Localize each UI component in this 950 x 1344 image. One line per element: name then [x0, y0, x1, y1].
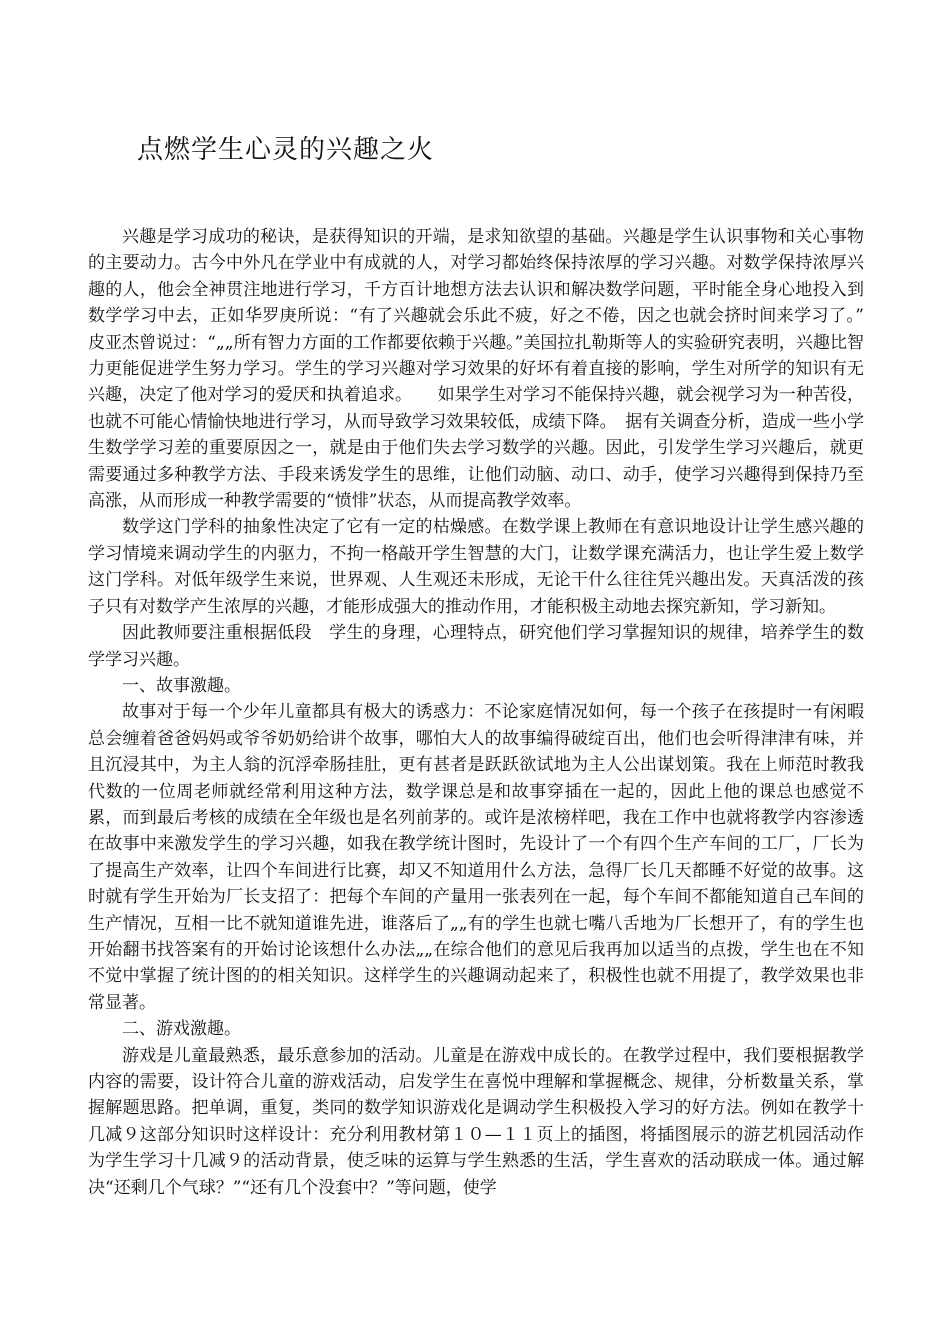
paragraph-abstractness: 数学这门学科的抽象性决定了它有一定的枯燥感。在数学课上教师在有意识地设计让学生感兴趣的学习情境来调动学生的内驱力，不拘一格敲开学生智慧的大门，让数学课充满活力，也让学生爱上数学这门学科。对低年级学生来说，世界观、人生观还未形成，无论干什么往往凭兴趣出发。天真活泼的孩子只有对数学产生浓厚的兴趣，才能形成强大的推动作用，才能积极主动地去探究新知，学习新知。 — [88, 517, 864, 617]
paragraph-story: 故事对于每一个少年儿童都具有极大的诱惑力：不论家庭情况如何，每一个孩子在孩提时一有闲暇总会缠着爸爸妈妈或爷爷奶奶给讲个故事，哪怕大人的故事编得破绽百出，他们也会听得津津有味，并且沉浸其中，为主人翁的沉浮牵肠挂肚，更有甚者是跃跃欲试地为主人公出谋划策。我在上师范时教我代数的一位周老师就经常利用这种方法，数学课总是和故事穿插在一起的，因此上他的课总也感觉不累，而到最后考核的成绩在全年级也是名列前茅的。或许是浓榜样吧，我在工作中也就将教学内容渗透在故事中来激发学生的学习兴趣，如我在教学统计图时，先设计了一个有四个生产车间的工厂，厂长为了提高生产效率，让四个车间进行比赛，却又不知道用什么方法，急得厂长几天都睡不好觉的故事。这时就有学生开始为厂长支招了：把每个车间的产量用一张表列在一起，每个车间不都能知道自己车间的生产情况，互相一比不就知道谁先进，谁落后了„„有的学生也就七嘴八舌地为厂长想开了，有的学生也开始翻书找答案有的开始讨论该想什么办法„„在综合他们的意见后我再加以适当的点拨，学生也在不知不觉中掌握了统计图的的相关知识。这样学生的兴趣调动起来了，积极性也就不用提了，教学效果也非常显著。 — [88, 702, 864, 1013]
section-heading-story: 一、故事激趣。 — [122, 675, 241, 696]
paragraph-intro: 兴趣是学习成功的秘诀，是获得知识的开端，是求知欲望的基础。兴趣是学生认识事物和关心事物的主要动力。古今中外凡在学业中有成就的人，对学习都始终保持浓厚的学习兴趣。对数学保持浓厚兴趣的人，他会全神贯注地进行学习，千方百计地想方法去认识和解决数学问题，平时能全身心地投入到数学学习中去，正如华罗庚所说：“有了兴趣就会乐此不疲，好之不倦，因之也就会挤时间来学习了。” 皮亚杰曾说过：“„„所有智力方面的工作都要依赖于兴趣。”美国拉扎勒斯等人的实验研究表明，兴趣比智力更能促进学生努力学习。学生的学习兴趣对学习效果的好坏有着直接的影响，学生对所学的知识有无兴趣，决定了他对学习的爱厌和执着追求。 如果学生对学习不能保持兴趣，就会视学习为一种苦役，也就不可能心情愉快地进行学习，从而导致学习效果较低，成绩下降。 据有关调查分析，造成一些小学生数学学习差的重要原因之一，就是由于他们失去学习数学的兴趣。因此，引发学生学习兴趣后，就更需要通过多种教学方法、手段来诱发学生的思维，让他们动脑、动口、动手，使学习兴趣得到保持乃至高涨，从而形成一种教学需要的“愤悱”状态，从而提高教学效率。 — [88, 227, 881, 512]
paragraph-teacher-focus: 因此教师要注重根据低段 学生的身理，心理特点，研究他们学习掌握知识的规律，培养学生的数学学习兴趣。 — [88, 623, 864, 670]
document-title: 点燃学生心灵的兴趣之火 — [137, 135, 435, 165]
document-body — [88, 224, 881, 1201]
section-heading-game: 二、游戏激趣。 — [122, 1019, 241, 1040]
paragraph-game: 游戏是儿童最熟悉，最乐意参加的活动。儿童是在游戏中成长的。在教学过程中，我们要根据教学内容的需要，设计符合儿童的游戏活动，启发学生在喜悦中理解和掌握概念、规律，分析数量关系，掌握解题思路。把单调，重复，类同的数学知识游戏化是调动学生积极投入学习的好方法。例如在教学十几减９这部分知识时这样设计：充分利用教材第１０—１１页上的插图，将插图展示的游艺机园活动作为学生学习十几减９的活动背景，使乏味的运算与学生熟悉的生活，学生喜欢的活动联成一体。通过解决“还剩几个气球？”“还有几个没套中？”等问题，使学 — [88, 1045, 864, 1198]
